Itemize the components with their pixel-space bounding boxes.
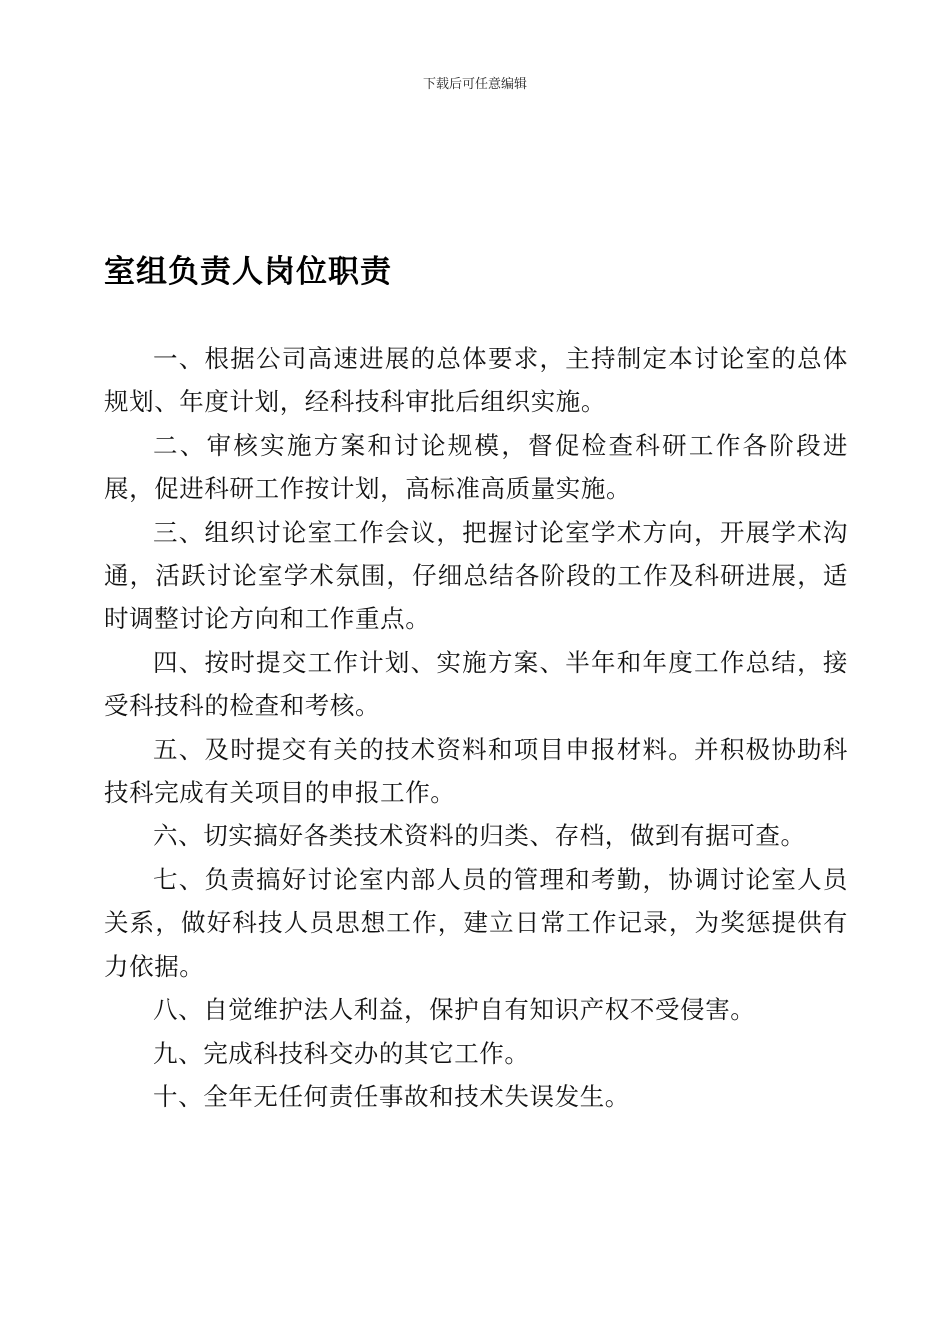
paragraph-10: 十、全年无任何责任事故和技术失误发生。 [153,1081,630,1111]
paragraph-5: 五、及时提交有关的技术资料和项目申报材料。并积极协助科技科完成有关项目的申报工作。 [104,734,848,808]
paragraph-8: 八、自觉维护法人利益，保护自有知识产权不受侵害。 [153,995,756,1025]
paragraph-1: 一、根据公司高速进展的总体要求，主持制定本讨论室的总体规划、年度计划，经科技科审批后组织实施。 [104,344,848,417]
document-title: 室组负责人岗位职责 [104,254,392,290]
paragraph-3: 三、组织讨论室工作会议，把握讨论室学术方向，开展学术沟通，活跃讨论室学术氛围，仔细总结各阶段的工作及科研进展，适时调整讨论方向和工作重点。 [104,517,848,634]
paragraph-2: 二、审核实施方案和讨论规模，督促检查科研工作各阶段进展，促进科研工作按计划，高标准高质量实施。 [104,430,848,504]
paragraph-6: 六、切实搞好各类技术资料的归类、存档，做到有据可查。 [153,821,806,851]
document-body [104,337,848,1118]
paragraph-7: 七、负责搞好讨论室内部人员的管理和考勤，协调讨论室人员关系，做好科技人员思想工作，建立日常工作记录，为奖惩提供有力依据。 [104,864,848,981]
paragraph-4: 四、按时提交工作计划、实施方案、半年和年度工作总结，接受科技科的检查和考核。 [104,647,848,721]
paragraph-9: 九、完成科技科交办的其它工作。 [153,1038,530,1068]
page-header: 下载后可任意编辑 [422,77,527,92]
